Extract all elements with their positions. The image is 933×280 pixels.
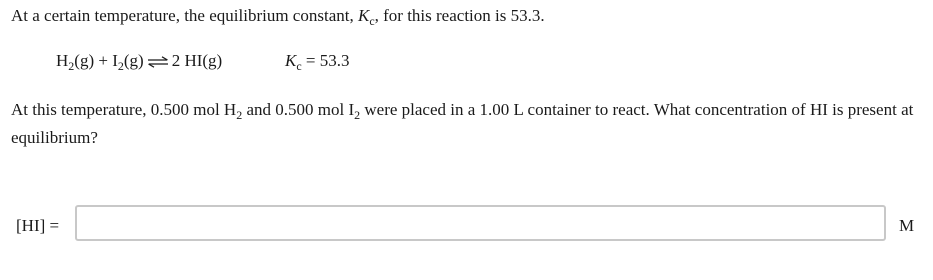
- intro-text: [11, 6, 545, 26]
- equilibrium-arrow-icon: [147, 56, 169, 68]
- hi-concentration-label: [HI] =: [16, 216, 60, 235]
- h2-subscript: 2: [236, 108, 243, 122]
- unit-label: M: [899, 216, 915, 235]
- product-formula: 2 HI(g): [171, 51, 223, 70]
- h2-subscript: 2: [68, 59, 75, 73]
- kc-subscript: c: [296, 59, 302, 73]
- h2-formula: H: [56, 51, 69, 70]
- answer-row: [16, 205, 921, 247]
- i2-subscript: 2: [354, 108, 361, 122]
- intro-text-before: At a certain temperature, the equilibrium constant,: [11, 6, 358, 25]
- question-part-3: were placed in a 1.00 L container to react. What concentration of HI is present at equilibrium?: [11, 100, 914, 147]
- kc-symbol: K: [285, 51, 297, 70]
- i2-subscript: 2: [117, 59, 124, 73]
- kc-subscript: c: [369, 14, 375, 28]
- i2-phase: (g): [123, 51, 144, 70]
- hi-concentration-input[interactable]: [75, 205, 886, 241]
- kc-value: = 53.3: [301, 51, 350, 70]
- h2-phase: (g) +: [74, 51, 113, 70]
- question-part-2: and 0.500 mol I: [242, 100, 355, 119]
- intro-text-after: , for this reaction is 53.3.: [374, 6, 545, 25]
- reaction-equation: [56, 51, 350, 73]
- i2-formula: I: [112, 51, 118, 70]
- question-text: [11, 96, 916, 152]
- kc-expression: [285, 51, 350, 71]
- kc-symbol: K: [357, 6, 370, 25]
- question-part-1: At this temperature, 0.500 mol H: [11, 100, 237, 119]
